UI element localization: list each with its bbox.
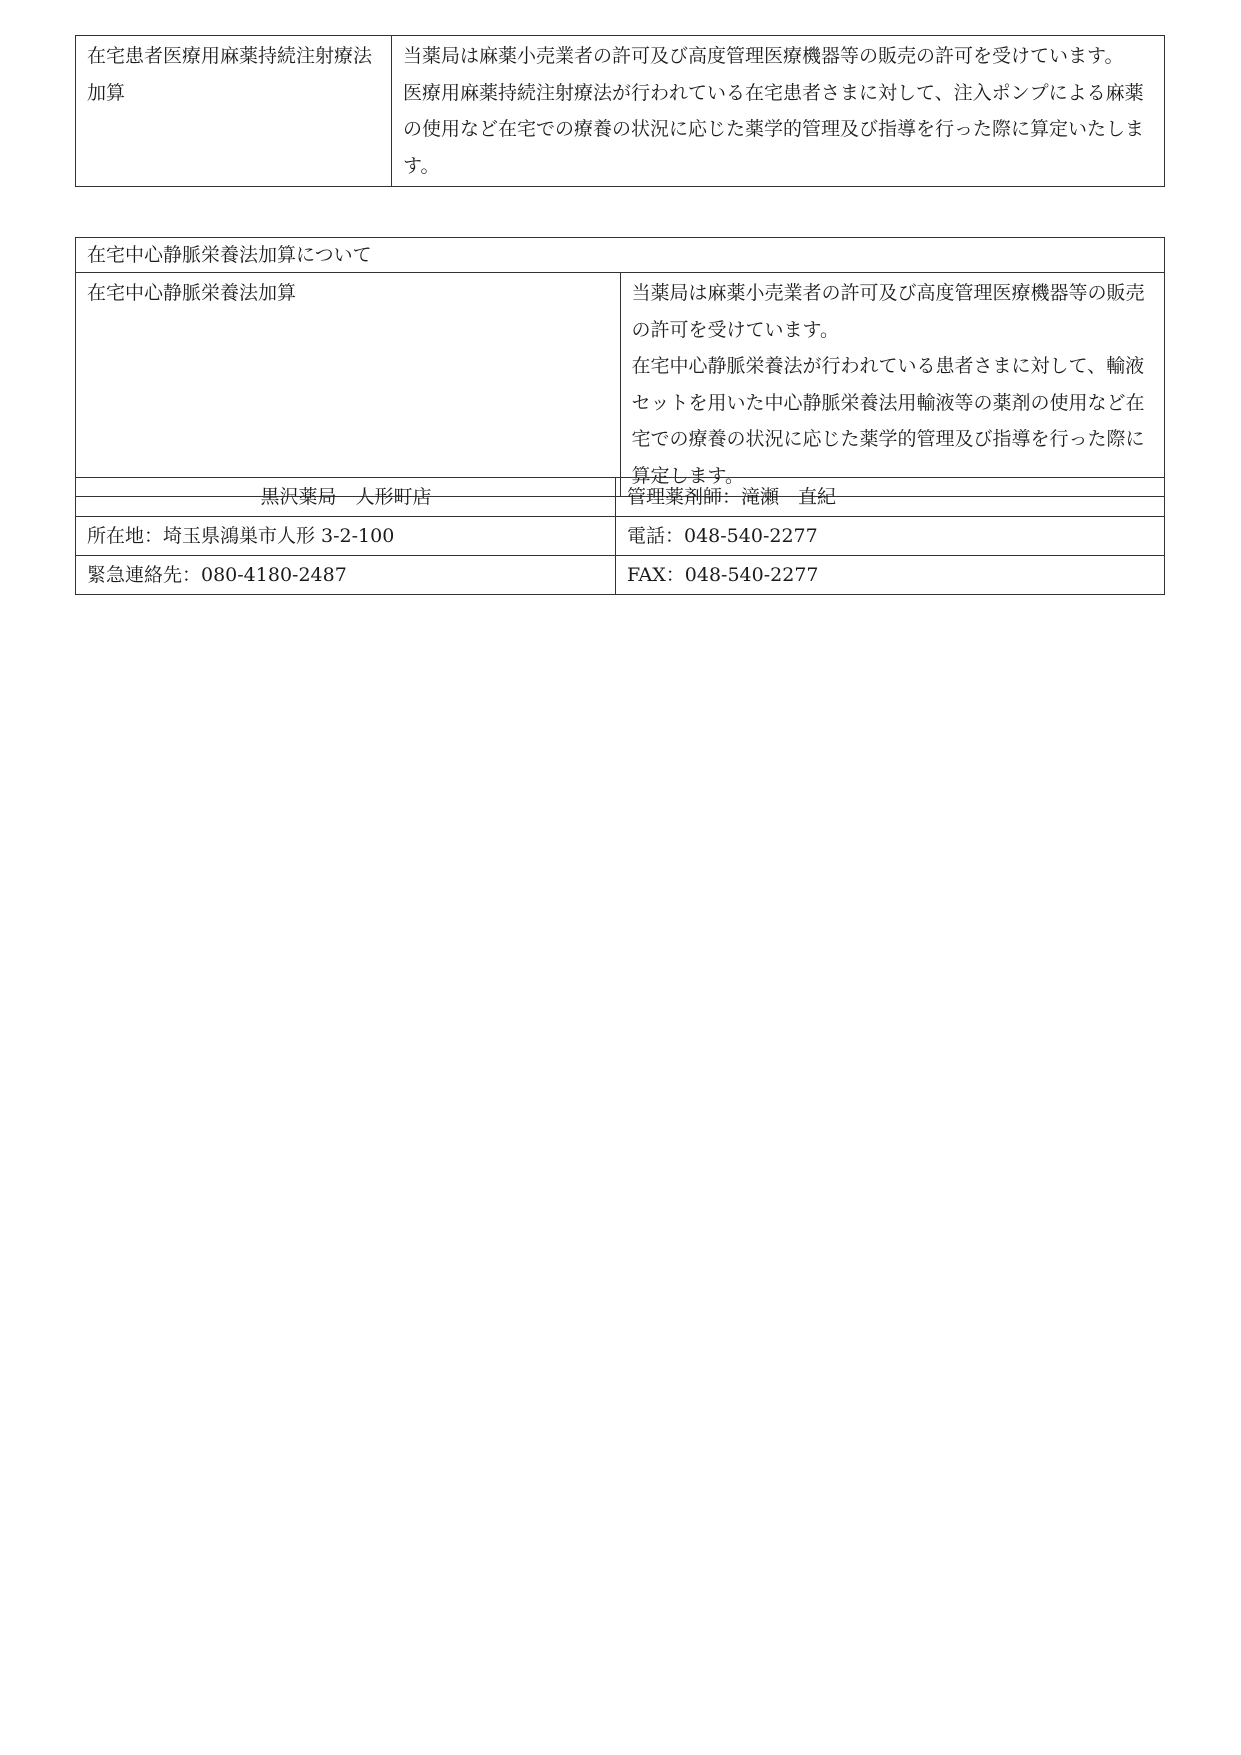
row-label-cell — [76, 273, 621, 497]
table-row — [76, 556, 1165, 595]
table-row — [76, 517, 1165, 556]
tpn-table — [75, 237, 1165, 497]
pharmacy-address: 所在地：埼玉県鴻巣市人形 3-2-100 — [76, 517, 616, 556]
row-label: 在宅中心静脈栄養法加算 — [87, 282, 297, 304]
pharmacy-phone: 電話：048-540-2277 — [616, 517, 1165, 556]
section-title-row — [76, 238, 1165, 273]
emergency-contact: 緊急連絡先：080-4180-2487 — [76, 556, 616, 595]
description-paragraph: 在宅中心静脈栄養法が行われている患者さまに対して、輸液セットを用いた中心静脈栄養法用輸液等の薬剤の使用など在宅での療養の状況に応じた薬学的管理及び指導を行った際に算定します。 — [631, 355, 1145, 487]
row-label: 在宅患者医療用麻薬持続注射療法加算 — [87, 45, 373, 104]
table-row — [76, 36, 1165, 187]
table-row — [76, 273, 1165, 497]
section-title: 在宅中心静脈栄養法加算について — [76, 238, 1165, 273]
pharmacy-fax: FAX：048-540-2277 — [616, 556, 1165, 595]
pharmacist-name: 管理薬剤師：滝瀬 直紀 — [616, 478, 1165, 517]
row-label-cell — [76, 36, 392, 187]
description-cell — [620, 273, 1165, 497]
opioid-injection-table — [75, 35, 1165, 187]
description-cell — [392, 36, 1165, 187]
pharmacy-info-table — [75, 477, 1165, 595]
description-paragraph: 当薬局は麻薬小売業者の許可及び高度管理医療機器等の販売の許可を受けています。 — [631, 282, 1145, 341]
table-row — [76, 478, 1165, 517]
pharmacy-name: 黒沢薬局 人形町店 — [76, 478, 616, 517]
description-paragraph: 医療用麻薬持続注射療法が行われている在宅患者さまに対して、注入ポンプによる麻薬の使用など在宅での療養の状況に応じた薬学的管理及び指導を行った際に算定いたします。 — [403, 81, 1145, 177]
description-paragraph: 当薬局は麻薬小売業者の許可及び高度管理医療機器等の販売の許可を受けています。 — [403, 45, 1124, 67]
